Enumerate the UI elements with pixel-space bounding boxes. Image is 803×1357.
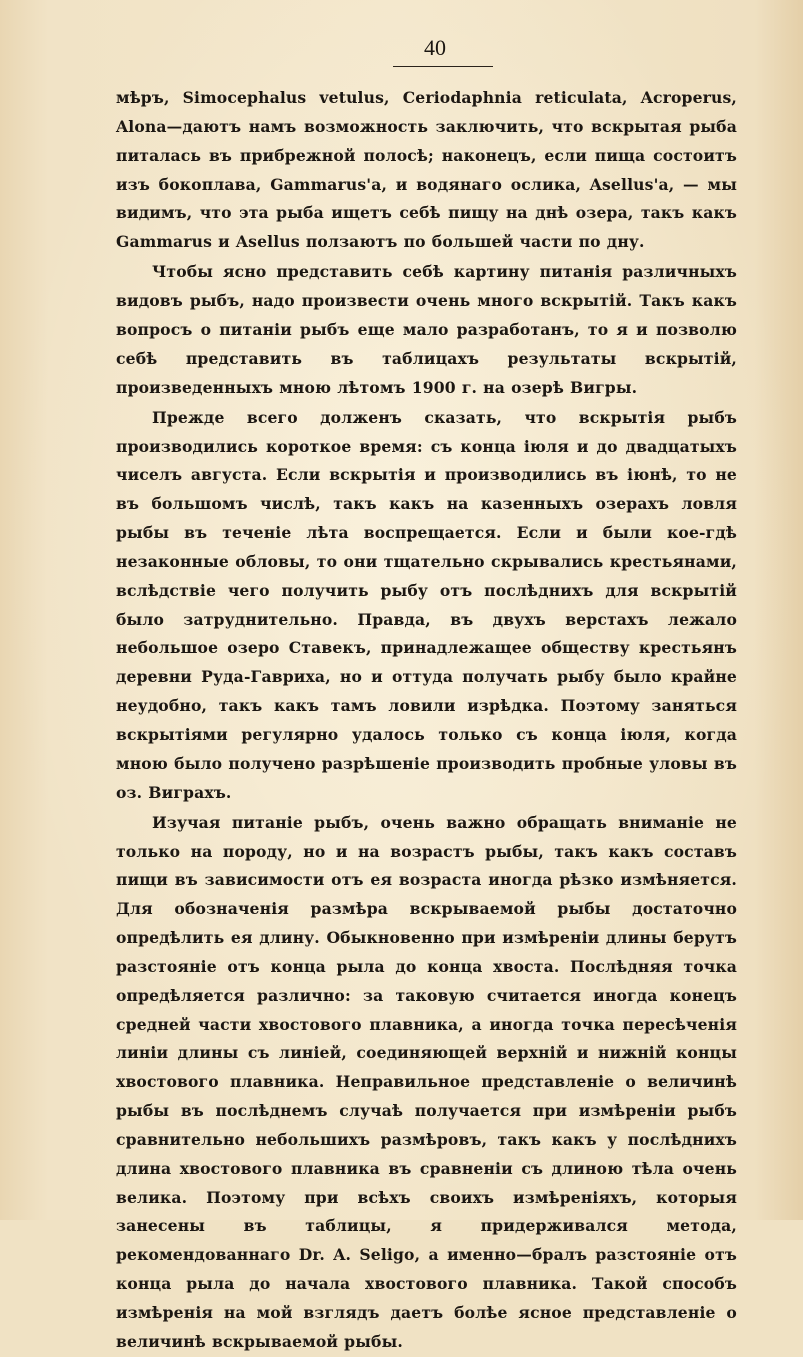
paragraph: Прежде всего долженъ сказать, что вскрытія рыбъ производились короткое время: съ конца іюля и до двадцатыхъ чиселъ августа. Если вскрытія и производились въ іюнѣ, то не въ большомъ числѣ, такъ какъ на казенныхъ озерахъ ловля рыбы въ теченіе лѣта воспрещается. Если и были кое-гдѣ незаконные обловы, то они тщательно скрывались крестьянами, вслѣдствіе чего получить рыбу отъ послѣднихъ для вскрытій было затруднительно. Правда, въ двухъ верстахъ лежало небольшое озеро Ставекъ, принадлежащее обществу крестьянъ деревни Руда-Гавриха, но и оттуда получать рыбу было крайне неудобно, такъ какъ тамъ ловили изрѣдка. Поэтому заняться вскрытіями регулярно удалось только съ конца іюля, когда мною было получено разрѣшеніе производить пробные уловы въ оз. Виграхъ. bbox=[116, 407, 737, 802]
page-header bbox=[380, 36, 490, 60]
paragraph: мѣръ, Simocephalus vetulus, Ceriodaphnia reticulata, Acroperus, Alona—даютъ намъ возможность заключить, что вскрытая рыба питалась въ прибрежной полосѣ; наконецъ, если пища состоитъ изъ бокоплава, Gammarus'а, и водянаго ослика, Asellus'а, — мы видимъ, что эта рыба ищетъ себѣ пищу на днѣ озера, такъ какъ Gammarus и Asellus ползаютъ по большей части по дну. bbox=[116, 88, 737, 252]
header-rule bbox=[393, 66, 493, 67]
paragraph: Изучая питаніе рыбъ, очень важно обращать вниманіе не только на породу, но и на возрастъ рыбы, такъ какъ составъ пищи въ зависимости отъ ея возраста иногда рѣзко измѣняется. Для обозначенія размѣра вскрываемой рыбы достаточно опредѣлить ея длину. Обыкновенно при измѣреніи длины берутъ разстояніе отъ конца рыла до конца хвоста. Послѣдняя точка опредѣляется различно: за таковую считается иногда конецъ средней части хвостового плавника, а иногда точка пересѣченія линіи длины съ линіей, соединяющей верхній и нижній концы хвостового плавника. Неправильное представленіе о величинѣ рыбы въ послѣднемъ случаѣ получается при измѣреніи рыбъ сравнительно небольшихъ размѣровъ, такъ какъ у послѣднихъ длина хвостового плавника въ сравненіи съ длиною тѣла очень велика. Поэтому при всѣхъ своихъ измѣреніяхъ, которыя занесены въ таблицы, я придерживался метода, рекомендованнаго Dr. A. Seligo, а именно—бралъ разстояніе отъ конца рыла до начала хвостового плавника. Такой способъ измѣренія на мой взглядъ даетъ болѣе ясное представленіе о величинѣ вскрываемой рыбы. bbox=[116, 812, 737, 1351]
page-number: 40 bbox=[424, 35, 446, 60]
body-text bbox=[116, 84, 737, 1357]
paragraph: Чтобы ясно представить себѣ картину питанія различныхъ видовъ рыбъ, надо произвести очень много вскрытій. Такъ какъ вопросъ о питаніи рыбъ еще мало разработанъ, то я и позволю себѣ представить въ таблицахъ результаты вскрытій, произведенныхъ мною лѣтомъ 1900 г. на озерѣ Вигры. bbox=[116, 262, 737, 397]
